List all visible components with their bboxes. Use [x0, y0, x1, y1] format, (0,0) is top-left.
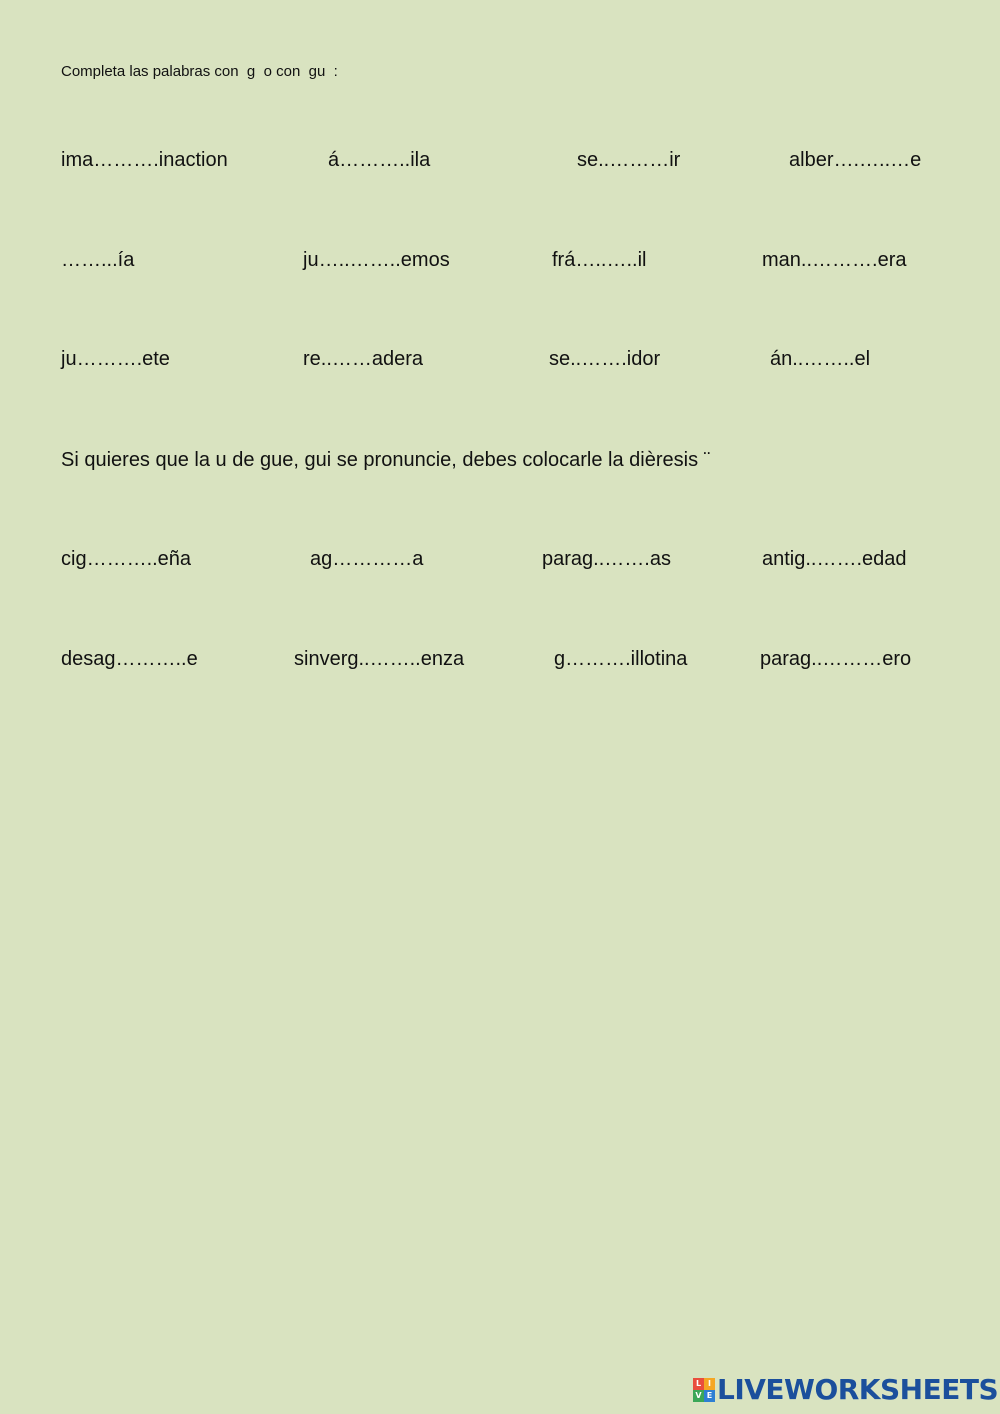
- logo-mark-letter: I: [704, 1378, 715, 1390]
- word-blank[interactable]: parag..………ero: [760, 648, 912, 670]
- word-blank[interactable]: re..……adera: [303, 348, 424, 370]
- word-blank[interactable]: án..……..el: [770, 348, 871, 370]
- word-blank[interactable]: cig………..eña: [61, 548, 192, 570]
- word-blank[interactable]: man..……….era: [762, 249, 907, 271]
- dieresis-note: Si quieres que la u de gue, gui se pronuncie, debes colocarle la dièresis ¨: [61, 449, 711, 471]
- word-blank[interactable]: parag..…….as: [542, 548, 671, 570]
- word-blank[interactable]: ……...ía: [61, 249, 135, 271]
- word-blank[interactable]: alber….…..…e: [789, 149, 922, 171]
- word-blank[interactable]: se..………ir: [577, 149, 681, 171]
- word-blank[interactable]: se..…….idor: [549, 348, 661, 370]
- word-blank[interactable]: ima……….inaction: [61, 149, 228, 171]
- liveworksheets-logo: [693, 1373, 999, 1406]
- word-blank[interactable]: antig..…….edad: [762, 548, 907, 570]
- liveworksheets-mark-icon: [693, 1378, 715, 1402]
- instruction-text: Completa las palabras con g o con gu :: [61, 63, 338, 80]
- word-blank[interactable]: á………..ila: [328, 149, 431, 171]
- logo-mark-letter: V: [693, 1390, 704, 1402]
- word-blank[interactable]: ju…..……..emos: [303, 249, 450, 271]
- word-blank[interactable]: frá…..…..il: [552, 249, 647, 271]
- logo-mark-letter: E: [704, 1390, 715, 1402]
- word-blank[interactable]: sinverg..……..enza: [294, 648, 465, 670]
- word-blank[interactable]: desag………..e: [61, 648, 198, 670]
- logo-mark-letter: L: [693, 1378, 704, 1390]
- word-blank[interactable]: g……….illotina: [554, 648, 688, 670]
- word-blank[interactable]: ag…………a: [310, 548, 424, 570]
- logo-wordmark: LIVEWORKSHEETS: [717, 1373, 999, 1406]
- word-blank[interactable]: ju……….ete: [61, 348, 170, 370]
